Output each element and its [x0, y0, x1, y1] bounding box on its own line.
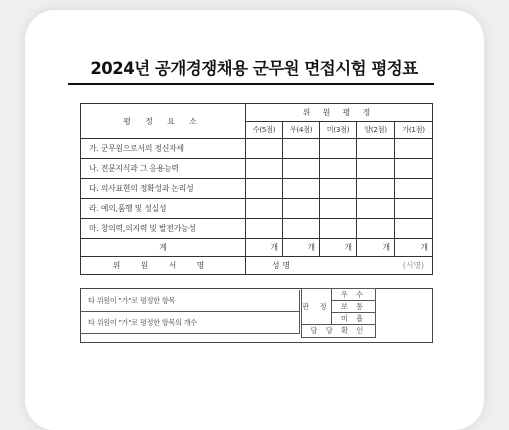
form-title: 2024년 공개경쟁채용 군무원 면접시험 평정표	[90, 59, 418, 78]
sum-label: 계	[81, 239, 246, 257]
score-cell[interactable]	[357, 179, 395, 199]
score-cell[interactable]	[246, 139, 283, 159]
score-cell[interactable]	[320, 219, 357, 239]
score-cell[interactable]	[283, 199, 320, 219]
score-cell[interactable]	[246, 159, 283, 179]
list-item	[80, 312, 300, 334]
title-underline	[68, 83, 434, 85]
sum-unit: 개	[283, 239, 320, 257]
sum-unit: 개	[320, 239, 357, 257]
signature-label: 위 원 서 명	[81, 257, 246, 275]
item-label: 마. 창의력,의지력 및 발전가능성	[81, 219, 246, 239]
score-cell[interactable]	[283, 219, 320, 239]
score-cell[interactable]	[246, 179, 283, 199]
signature-row	[81, 257, 433, 275]
score-cell[interactable]	[246, 199, 283, 219]
score-cell[interactable]	[283, 179, 320, 199]
score-cell[interactable]	[395, 139, 433, 159]
score-cell[interactable]	[395, 199, 433, 219]
other-committee-row: 타 위원이 "가"로 평정한 항목의 개수	[80, 312, 300, 334]
score-cell[interactable]	[395, 159, 433, 179]
table-row	[81, 159, 433, 179]
confirm-label: 담 당 확 인	[302, 325, 376, 338]
sum-row	[81, 239, 433, 257]
signature-mark: (서명)	[402, 261, 425, 270]
sum-unit: 개	[357, 239, 395, 257]
score-header: 수(5점)	[246, 121, 283, 139]
factor-header: 평 정 요 소	[81, 104, 246, 139]
table-row	[81, 139, 433, 159]
score-cell[interactable]	[357, 219, 395, 239]
judgement-option[interactable]: 보 통	[332, 301, 376, 313]
item-label: 라. 예의,품행 및 성실성	[81, 199, 246, 219]
score-cell[interactable]	[320, 139, 357, 159]
sum-unit: 개	[395, 239, 433, 257]
item-label: 가. 군무원으로서의 정신자세	[81, 139, 246, 159]
score-cell[interactable]	[395, 219, 433, 239]
sum-unit: 개	[246, 239, 283, 257]
committee-header: 위 원 평 정	[246, 104, 433, 122]
score-cell[interactable]	[283, 139, 320, 159]
score-cell[interactable]	[357, 139, 395, 159]
other-committee-table	[80, 290, 300, 334]
item-label: 다. 의사표현의 정확성과 논리성	[81, 179, 246, 199]
other-committee-row: 타 위원이 "가"로 평정한 항목	[80, 290, 300, 312]
judgement-option[interactable]: 미 흡	[332, 313, 376, 325]
score-header: 가(1점)	[395, 121, 433, 139]
score-cell[interactable]	[357, 159, 395, 179]
score-cell[interactable]	[395, 179, 433, 199]
signature-field[interactable]	[246, 257, 433, 275]
score-cell[interactable]	[320, 179, 357, 199]
judgement-label: 판 정	[302, 289, 332, 325]
score-header: 우(4점)	[283, 121, 320, 139]
score-cell[interactable]	[320, 159, 357, 179]
score-cell[interactable]	[246, 219, 283, 239]
judgement-option[interactable]: 우 수	[332, 289, 376, 301]
table-row	[81, 199, 433, 219]
judgement-table	[301, 288, 376, 338]
evaluation-table	[80, 103, 433, 275]
score-cell[interactable]	[283, 159, 320, 179]
table-row	[81, 179, 433, 199]
score-cell[interactable]	[320, 199, 357, 219]
score-header: 미(3점)	[320, 121, 357, 139]
list-item	[80, 290, 300, 312]
item-label: 나. 전문지식과 그 응용능력	[81, 159, 246, 179]
table-row	[81, 219, 433, 239]
score-header: 양(2점)	[357, 121, 395, 139]
signature-name-label: 성명	[272, 261, 294, 270]
score-cell[interactable]	[357, 199, 395, 219]
